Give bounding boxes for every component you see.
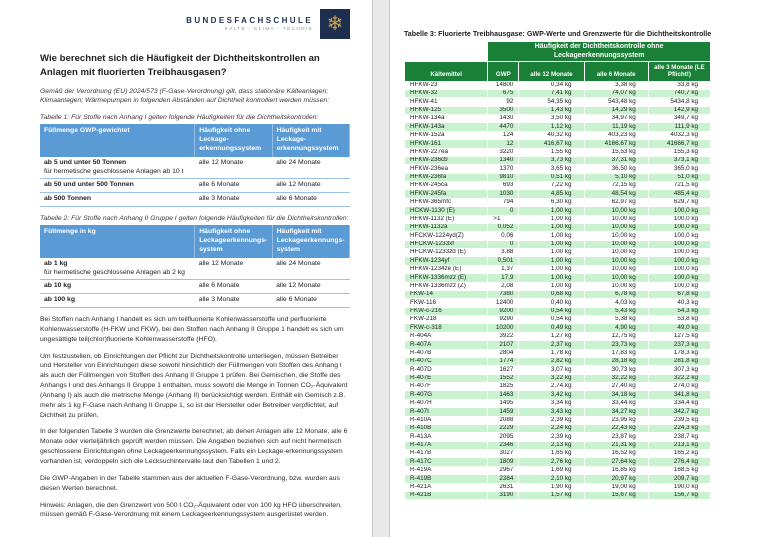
table-row: ab 10 kg alle 6 Monate alle 12 Monate [40,280,350,294]
table-row: HFKW-1234yf 0,501 1,00 kg 10,00 kg 100,0 kg [405,257,710,264]
logo-tagline: KÄLTE - KLIMA - TECHNIK [224,27,313,32]
table-row: HFCKW-1224yd(Z) 0,06 1,00 kg 10,00 kg 100,0 kg [405,232,710,239]
table-row: R-413A 2095 2,39 kg 23,87 kg 238,7 kg [405,433,710,440]
body-paragraph: Hinweis: Anlagen, die den Grenzwert von 500 t CO₂-Äquivalent oder von 100 kg HFO überschreiten, müssen gemäß F-Gase-Verordnung mit einem Leckageerkennungssystem ausgerüstet werden. [40,501,342,519]
table-row: R-407G 1463 3,42 kg 34,18 kg 341,8 kg [405,391,710,398]
table-row: HFKW-245ca 693 7,22 kg 72,15 kg 721,5 kg [405,182,710,189]
table-row: R-407C 1774 2,82 kg 28,18 kg 281,8 kg [405,358,710,365]
table-row: FKW-116 12400 0,40 kg 4,03 kg 40,3 kg [405,299,710,306]
table1-header-row [40,124,350,156]
column-header: Füllmenge GWP-gewichtet [40,124,195,156]
table-row: ab 5 und unter 50 Tonnen für hermetische geschlossene Anlagen ab 10 t alle 12 Monate alle 24 Monate [40,157,350,179]
table-row: R-407F 1825 2,74 kg 27,40 kg 274,0 kg [405,383,710,390]
table-row: R-407I 1459 3,43 kg 34,27 kg 342,7 kg [405,408,710,415]
table-row: FKW-218 9290 0,54 kg 5,38 kg 53,8 kg [405,316,710,323]
table-row: R-407D 1627 3,07 kg 30,73 kg 307,3 kg [405,366,710,373]
table3-corner-cell [405,42,487,61]
column-header: GWP [488,62,518,80]
table-row: FKW-c-216 9200 0,54 kg 5,43 kg 54,3 kg [405,308,710,315]
page-right [389,0,768,537]
column-header: Häufigkeit mit Leckage-erkennungssystem [272,124,349,156]
table-row: HFKW-23 14800 0,34 kg 3,38 kg 33,8 kg [405,82,710,89]
body-paragraph: Die GWP-Angaben in der Tabelle stammen aus der aktuellen F-Gase-Verordnung, bzw. wurden aus diesen Werten berechnet. [40,474,340,492]
table-row: HFKW-152a 124 40,32 kg 403,23 kg 4032,3 kg [405,132,710,139]
table-row: R-417C 1809 2,76 kg 27,64 kg 276,4 kg [405,458,710,465]
table-row: HFKW-236cb 1340 3,73 kg 37,31 kg 373,1 kg [405,157,710,164]
table-row: R-417B 3027 1,65 kg 16,52 kg 165,2 kg [405,450,710,457]
table-row: R-410B 2229 2,24 kg 22,43 kg 224,3 kg [405,425,710,432]
table-row: R-421B 3190 1,57 kg 15,67 kg 156,7 kg [405,492,710,499]
table-row: R-421A 2631 1,90 kg 19,00 kg 190,0 kg [405,484,710,491]
table1 [40,124,350,207]
table-row: R-404A 3922 1,27 kg 12,75 kg 127,5 kg [405,333,710,340]
column-header: Häufigkeit ohne Leckage-erkennungssystem [195,124,272,156]
table2 [40,225,350,308]
table-row: HCKW-1130 (E) 0 1,00 kg 10,00 kg 100,0 kg [405,207,710,214]
table-row: HFKW-236fa 9810 0,51 kg 5,10 kg 51,0 kg [405,174,710,181]
table3-band-row [405,42,710,61]
page-gap [373,0,389,537]
page-left [0,0,373,537]
table-row: R-419A 2967 1,69 kg 16,85 kg 168,5 kg [405,467,710,474]
table-row: HFKW-1132 (E) >1 1,00 kg 10,00 kg 100,0 kg [405,216,710,223]
table-row: HFKW-1234ze (E) 1,37 1,00 kg 10,00 kg 100,0 kg [405,266,710,273]
table-row: HFKW-125 3500 1,43 kg 14,29 kg 142,9 kg [405,107,710,114]
table-row: HFKW-1132a 0,052 1,00 kg 10,00 kg 100,0 kg [405,224,710,231]
column-header: Häufigkeit ohne Leckageerkennungs-system [195,225,272,257]
table-row: R-407H 1495 3,34 kg 33,44 kg 334,4 kg [405,400,710,407]
table-row: R-410A 2088 2,39 kg 23,95 kg 239,5 kg [405,417,710,424]
logo-name: BUNDESFACHSCHULE [186,16,313,25]
column-header: Kältemittel [405,62,487,80]
table3-column-header-row [405,62,710,80]
column-header: alle 12 Monate [519,62,583,80]
table3 [404,41,711,500]
table-row: HFKW-41 92 54,35 kg 543,48 kg 5434,8 kg [405,98,710,105]
column-header: alle 6 Monate [585,62,648,80]
table-row: R-407A 2107 2,37 kg 23,73 kg 237,3 kg [405,341,710,348]
table-row: HFKW-134a 1430 3,50 kg 34,97 kg 349,7 kg [405,115,710,122]
logo-text [186,16,313,32]
table-row: R-407B 2804 1,78 kg 17,83 kg 178,3 kg [405,350,710,357]
table-row: R-419B 2384 2,10 kg 20,97 kg 209,7 kg [405,475,710,482]
table-row: ab 500 Tonnen alle 3 Monate alle 6 Monate [40,193,350,207]
table-row: HFKW-365mfc 794 6,30 kg 62,97 kg 629,7 kg [405,199,710,206]
table-row: HFKW-32 675 7,41 kg 74,07 kg 740,7 kg [405,90,710,97]
table-row: HFKW-236ea 1370 3,65 kg 36,50 kg 365,0 kg [405,165,710,172]
table-row: FKW-c-318 10200 0,49 kg 4,90 kg 49,0 kg [405,324,710,331]
table-row: ab 50 und unter 500 Tonnen alle 6 Monate alle 12 Monate [40,179,350,193]
column-header: Häufigkeit mit Leckageerkennungs-system [272,225,349,257]
table-row: R-407E 1552 3,22 kg 32,22 kg 322,2 kg [405,375,710,382]
table3-band-header: Häufigkeit der Dichtheitskontrolle ohne Leckageerkennungssystem [488,42,710,61]
table3-caption: Tabelle 3: Fluorierte Treibhausgase: GWP-Werte und Grenzwerte für die Dichtheitskontrolle [404,30,712,38]
table-row: HFKW-161 12 416,67 kg 4166,67 kg 41666,7 kg [405,140,710,147]
table-row: ab 100 kg alle 3 Monate alle 6 Monate [40,294,350,308]
table-row: FKW-14 7380 0,68 kg 6,78 kg 67,8 kg [405,291,710,298]
page-title: Wie berechnet sich die Häufigkeit der Dichtheitskontrollen an Anlagen mit fluorierten Treibhausgasen? [40,53,320,78]
table-row: ab 1 kg für hermetische geschlossene Anlagen ab 2 kg alle 12 Monate alle 24 Monate [40,258,350,280]
body-paragraph: In der folgenden Tabelle 3 wurden die Grenzwerte berechnet, ab denen Anlagen alle 12 Monate, alle 6 Monate oder vierteljährlich geprüft werden müssen. Die Angaben beziehen sich auf nicht hermetisch geschlossene Einrichtungen ohne Leckageerkennungssystem. Falls ein Leckage-erkennungssystem vorhanden ist, verdoppeln sich die Lecksuchintervalle laut den Tabellen 1 und 2. [40,428,348,465]
table-row: HFKW-227ea 3220 1,55 kg 15,53 kg 155,3 kg [405,149,710,156]
table-row: HFKW-245fa 1030 4,85 kg 48,54 kg 485,4 kg [405,190,710,197]
table-row: HFCKW-1233zd (E) 3,88 1,00 kg 10,00 kg 100,0 kg [405,249,710,256]
body-paragraph: Um festzustellen, ob Einrichtungen der Pflicht zur Dichtheitskontrolle unterliegen, müssen Betreiber und Hersteller von Einrichtungen diese sowohl hinsichtlich der Füllmengen von Stoffen des Anhang I als auch der Füllmengen von Stoffen des Anhang II Gruppe 1 prüfen. Bei Gemischen, die Stoffe des Anhangs I und des Anhangs II Gruppe 1 enthalten, muss sowohl die Menge in Tonnen CO₂-Äquivalent (Anhang I) als auch die metrische Menge (Anhang II) berücksichtigt werden. Enthält ein Gemisch z.B. mehr als 1 kg F-Gase nach Anhang II Gruppe 1, so ist der Hersteller oder Betreiber verpflichtet, auf Dichtheit zu prüfen. [40,352,348,419]
body-paragraph: Bei Stoffen nach Anhang I handelt es sich um teilfluorierte Kohlenwasserstoffe und perfluorierte Kohlenwasserstoffe (H-FKW und FKW), bei den Stoffen nach Anhang II Gruppe 1 handelt es sich um ungesättigte teil(chlor)fluorierte Kohlenwasserstoffe (HFO). [40,316,344,343]
table-row: HFKW-143a 4470 1,12 kg 11,19 kg 111,9 kg [405,123,710,130]
table2-header-row [40,225,350,257]
table2-caption: Tabelle 2: Für Stoffe nach Anhang II Gruppe I gelten folgende Häufigkeiten für die Dichtheitskontrollen: [40,215,349,223]
table-row: HFKW-1336mzz (E) 17,9 1,00 kg 10,00 kg 100,0 kg [405,274,710,281]
table-row: HFCKW-1233xf 0 1,00 kg 10,00 kg 100,0 kg [405,241,710,248]
table-row: HFKW-1336mzz (Z) 2,08 1,00 kg 10,00 kg 100,0 kg [405,283,710,290]
table1-caption: Tabelle 1: Für Stoffe nach Anhang I gelten folgende Häufigkeiten für die Dichtheitskontrollen: [40,114,319,122]
intro-paragraph: Gemäß der Verordnung (EU) 2024/573 (F-Gase-Verordnung) gilt, dass stationäre Kälteanlagen; Klimaanlagen; Wärmepumpen in folgenden Abständen auf Dichtheit kontrolliert werden müssen: [40,87,330,105]
school-logo [40,9,350,39]
snowflake-icon: ❄ [320,9,350,39]
column-header: alle 3 Monate (LE Pflicht!) [649,62,710,80]
column-header: Füllmenge in kg [40,225,195,257]
table-row: R-417A 2346 2,13 kg 21,31 kg 213,1 kg [405,442,710,449]
